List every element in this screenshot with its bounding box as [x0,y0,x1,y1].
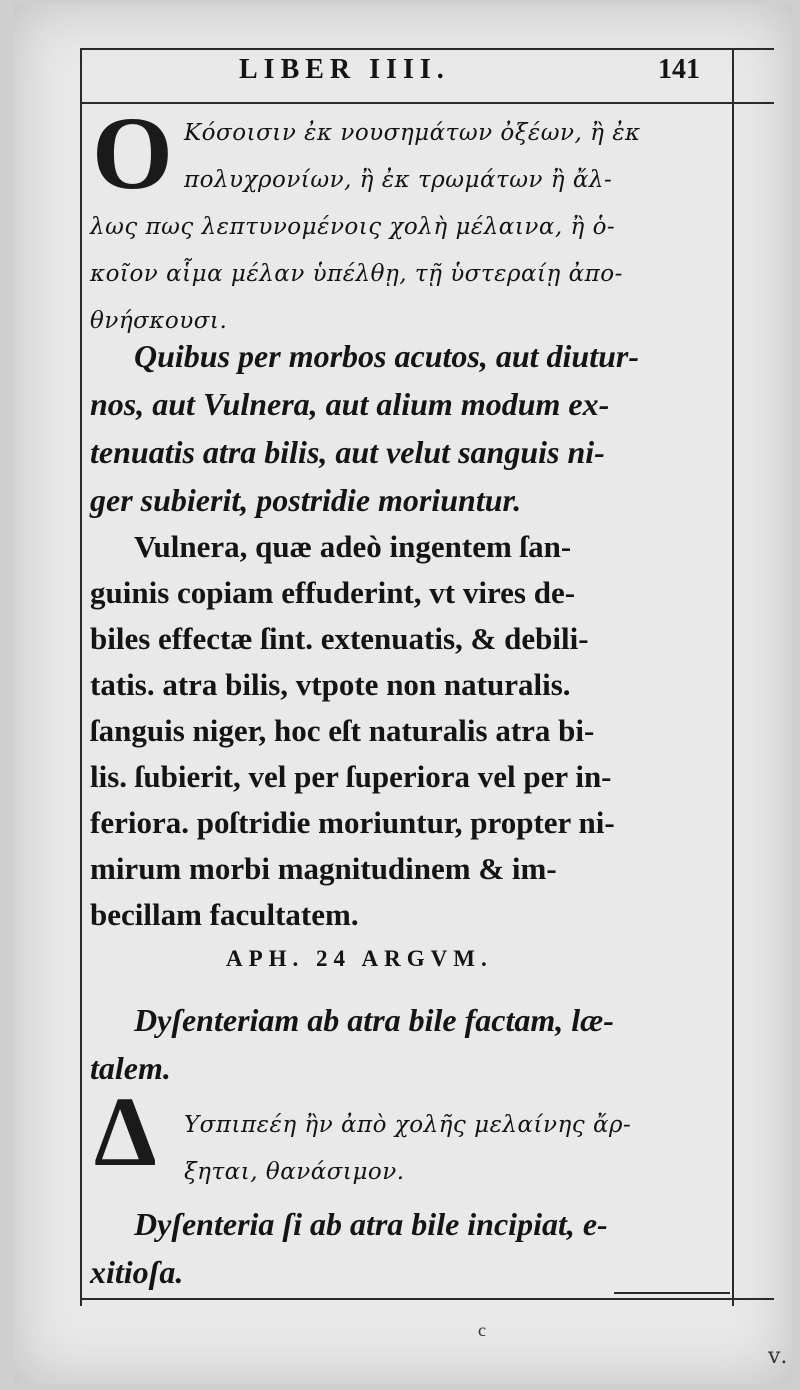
section-heading: APH. 24 ARGVM. [226,946,493,971]
argument-line: Dyſenteriam ab atra bile factam, læ- [134,1002,614,1038]
book-page [14,4,792,1384]
drop-cap-o: O [92,96,173,211]
commentary-line: biles effectæ ſint. extenuatis, & debili- [90,621,589,656]
argument [90,996,720,1092]
left-rule [80,48,82,1306]
commentary-line: feriora. poſtridie moriuntur, propter ni- [90,805,615,840]
drop-cap-delta: Δ [94,1076,157,1187]
commentary-line: guinis copiam effuderint, vt vires de- [90,575,576,610]
commentary-line: ſanguis niger, hoc eſt naturalis atra bi- [90,713,595,748]
latin-line: nos, aut Vulnera, aut alium modum ex- [90,386,610,422]
greek-aphorism [90,204,720,345]
catchword: c [478,1320,486,1340]
greek-line: Κόσοισιν ἐκ νουσημάτων ὀξέων, ἢ ἐκ [184,120,641,146]
page-number: 141 [658,54,700,85]
greek-line: λως πως λεπτυνομένοις χολὴ μέλαινα, ἢ ὁ- [90,214,616,240]
bottom-rule [80,1298,774,1300]
greek-line: Υσπιπεέη ἢν ἀπὸ χολῆς μελαίνης ἄρ- [184,1112,632,1138]
latin-line: tenuatis atra bilis, aut velut sanguis ni- [90,434,605,470]
commentary-line: becillam facultatem. [90,897,359,932]
latin-translation-second [90,1200,720,1296]
top-rule [80,48,774,50]
commentary-line: mirum morbi magnitudinem & im- [90,851,557,886]
latin-line: ger subierit, postridie moriuntur. [90,482,522,518]
commentary [90,524,720,938]
greek-line: ξηται, θανάσιμον. [184,1159,405,1185]
latin-line: Dyſenteria ſi ab atra bile incipiat, e- [134,1206,608,1242]
running-head: LIBER IIII. [239,54,450,85]
argument-line: talem. [90,1050,171,1086]
latin-line: Quibus per morbos acutos, aut diutur- [134,338,640,374]
greek-aphorism-first-lines [184,110,744,204]
greek-line: κοῖον αἷμα μέλαν ὑπέλθῃ, τῇ ὑστεραίῃ ἀπο- [90,261,623,287]
commentary-line: lis. ſubierit, vel per ſuperiora vel per in- [90,759,612,794]
latin-line: xitioſa. [90,1254,184,1290]
greek-aphorism-second [184,1102,744,1196]
commentary-line: Vulnera, quæ adeò ingentem ſan- [134,529,572,564]
header-rule [80,102,774,104]
commentary-line: tatis. atra bilis, vtpote non naturalis. [90,667,571,702]
latin-translation [90,332,720,524]
greek-line: θνήσκουσι. [90,308,228,334]
greek-line: πολυχρονίων, ἢ ἐκ τρωμάτων ἢ ἄλ- [184,167,613,193]
signature-mark: ⅴ. [768,1344,788,1369]
